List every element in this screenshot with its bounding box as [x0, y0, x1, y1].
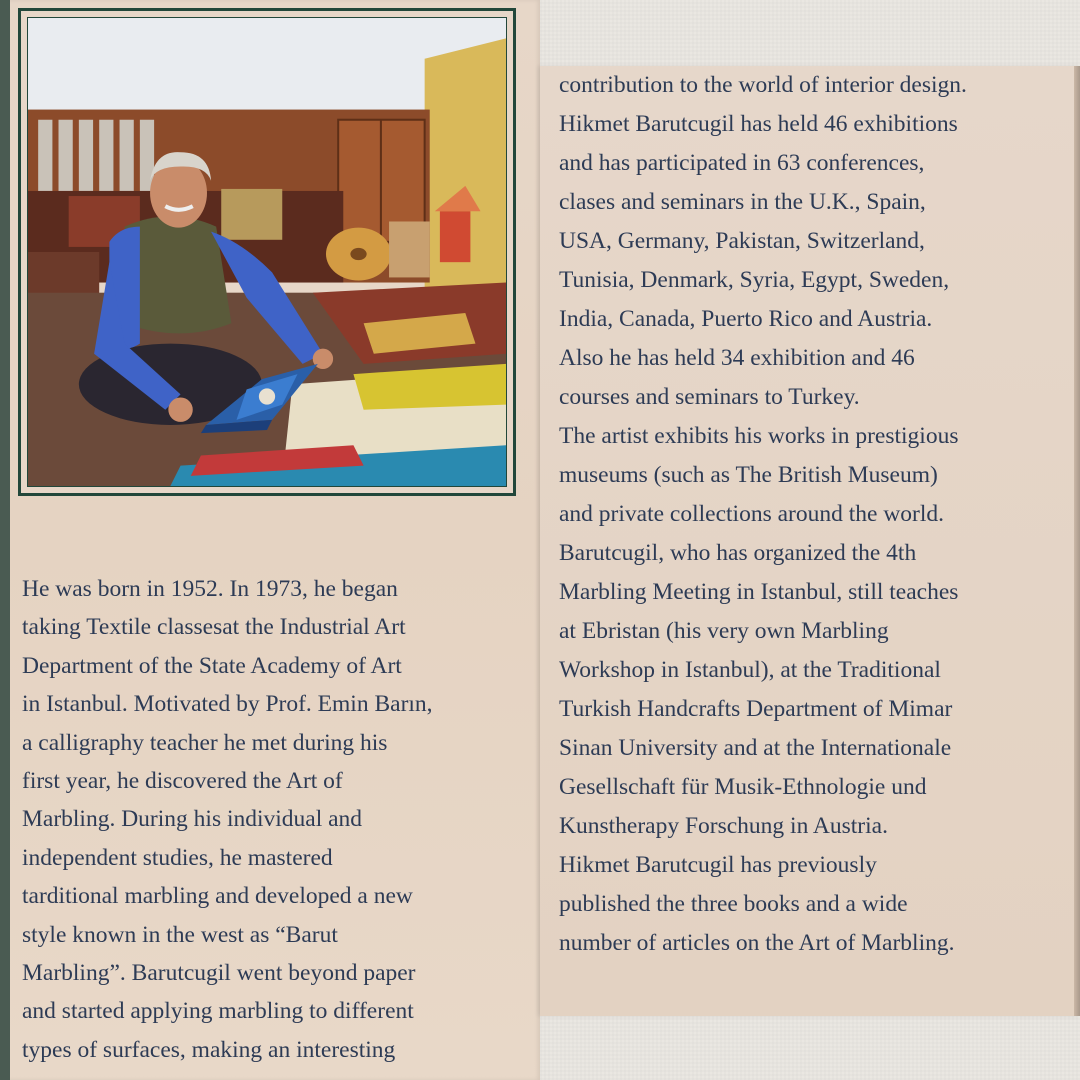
text-line: types of surfaces, making an interesting [22, 1036, 396, 1063]
artist-photo [27, 17, 507, 487]
text-line: Department of the State Academy of Art [22, 652, 402, 679]
text-line: clases and seminars in the U.K., Spain, [559, 189, 926, 215]
text-line: at Ebristan (his very own Marbling [559, 618, 889, 644]
artist-photo-frame [18, 8, 516, 496]
text-line: and has participated in 63 conferences, [559, 150, 925, 176]
text-line: Workshop in Istanbul), at the Traditional [559, 657, 941, 683]
text-line: Hikmet Barutcugil has previously [559, 852, 877, 878]
text-line: Also he has held 34 exhibition and 46 [559, 345, 915, 371]
book-spine [0, 0, 10, 1080]
text-line: Marbling. During his individual and [22, 806, 363, 833]
text-line: museums (such as The British Museum) [559, 462, 938, 488]
text-line: Tunisia, Denmark, Syria, Egypt, Sweden, [559, 267, 950, 293]
text-line: India, Canada, Puerto Rico and Austria. [559, 306, 933, 332]
text-line: USA, Germany, Pakistan, Switzerland, [559, 228, 925, 254]
text-line: The artist exhibits his works in prestigious [559, 423, 959, 449]
text-line: in Istanbul. Motivated by Prof. Emin Barın, [22, 691, 433, 718]
text-line: contribution to the world of interior design. [559, 72, 967, 98]
text-line: and started applying marbling to different [22, 998, 414, 1025]
right-body-text [559, 66, 1074, 963]
text-line: Marbling Meeting in Istanbul, still teaches [559, 579, 959, 605]
text-line: Gesellschaft für Musik-Ethnologie und [559, 774, 927, 800]
text-line: courses and seminars to Turkey. [559, 384, 860, 410]
text-line: Turkish Handcrafts Department of Mimar [559, 696, 953, 722]
text-line: a calligraphy teacher he met during his [22, 729, 388, 756]
text-line: first year, he discovered the Art of [22, 768, 343, 795]
text-line: Marbling”. Barutcugil went beyond paper [22, 960, 416, 987]
left-body-text [22, 570, 522, 1069]
text-line: style known in the west as “Barut [22, 921, 338, 948]
text-line: number of articles on the Art of Marbling. [559, 930, 955, 956]
text-line: Kunstherapy Forschung in Austria. [559, 813, 888, 839]
page-edge [1074, 66, 1080, 1016]
text-line: and private collections around the world. [559, 501, 945, 527]
right-page [540, 66, 1080, 1016]
text-line: Sinan University and at the Internationale [559, 735, 952, 761]
text-line: taking Textile classesat the Industrial Art [22, 614, 406, 641]
text-line: published the three books and a wide [559, 891, 908, 917]
text-line: Barutcugil, who has organized the 4th [559, 540, 917, 566]
text-line: independent studies, he mastered [22, 844, 333, 871]
text-line: tarditional marbling and developed a new [22, 883, 413, 910]
artist-photo-illustration [28, 18, 506, 486]
text-line: Hikmet Barutcugil has held 46 exhibitions [559, 111, 958, 137]
text-line: He was born in 1952. In 1973, he began [22, 576, 398, 602]
